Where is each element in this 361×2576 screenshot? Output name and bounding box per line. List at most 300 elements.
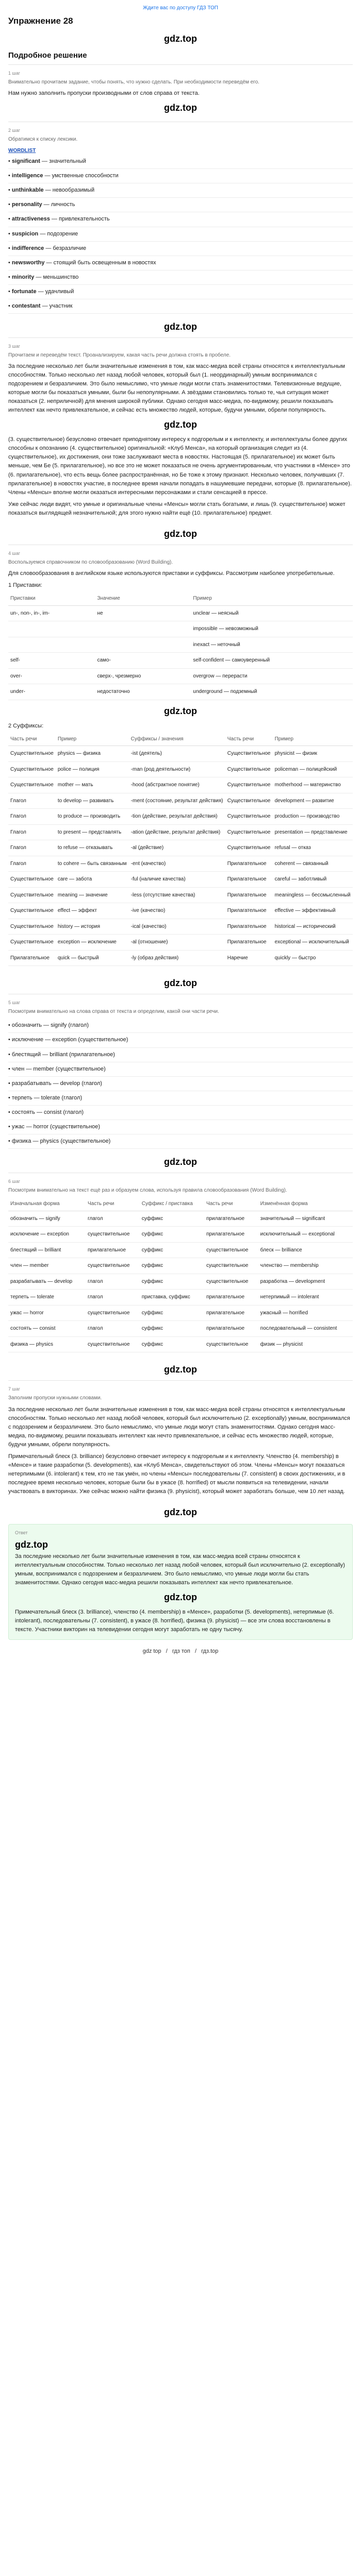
list-item-text: физика — physics (существительное) — [11, 1138, 111, 1144]
table-cell: член — member — [8, 1258, 86, 1274]
word-ru: личность — [51, 201, 75, 208]
step-title: Посмотрим внимательно на слова справа от текста и определим, какой они части речи. — [8, 1008, 219, 1014]
table-cell — [8, 637, 95, 653]
separator: / — [166, 1648, 168, 1654]
word-building-table — [8, 1197, 353, 1352]
table-row — [8, 637, 353, 653]
table-cell: self- — [8, 653, 95, 669]
bullet: • — [8, 1123, 12, 1130]
table-row — [8, 1274, 353, 1290]
table-cell: суффикс — [140, 1305, 204, 1321]
table-cell: under- — [8, 684, 95, 700]
dash: — — [40, 158, 50, 165]
list-item-text: разрабатывать — develop (глагол) — [11, 1080, 102, 1087]
bullet: • — [8, 245, 12, 251]
footer-link[interactable]: gdz top — [142, 1648, 161, 1654]
table-row — [8, 903, 353, 919]
word-en: attractiveness — [11, 216, 50, 223]
list-item — [8, 1019, 353, 1033]
bullet: • — [8, 1051, 12, 1058]
table-row — [8, 872, 353, 888]
table-cell: исключение — exception — [8, 1227, 86, 1243]
table-cell: quickly — быстро — [273, 950, 353, 966]
table-cell: существительное — [86, 1227, 140, 1243]
wordlist-item — [8, 183, 353, 198]
watermark: gdz.top — [164, 1506, 197, 1517]
table-cell: суффикс — [140, 1211, 204, 1227]
table-cell: существительное — [86, 1336, 140, 1352]
table-cell: суффикс — [140, 1336, 204, 1352]
table-row — [8, 793, 353, 809]
step-number: 3 шаг — [8, 343, 21, 349]
footer — [8, 1647, 353, 1656]
list-item-text: исключение — exception (существительное) — [11, 1037, 128, 1043]
word-en: fortunate — [11, 288, 37, 295]
table-cell: -ly (образ действия) — [129, 950, 225, 966]
step-number: 6 шаг — [8, 1178, 21, 1184]
list-item-text: состоять — consist (глагол) — [11, 1109, 84, 1115]
step-title: Посмотрим внимательно на текст ещё раз и образуем слова, используя правила словообразования (Word Building). — [8, 1187, 287, 1193]
table-header: Часть речи — [86, 1197, 140, 1211]
wordlist-item — [8, 299, 353, 314]
word-ru: меньшинство — [43, 274, 79, 280]
step-number: 1 шаг — [8, 70, 21, 76]
table-cell: существительное — [204, 1258, 258, 1274]
table-cell: Глагол — [8, 856, 56, 872]
table-cell: impossible — невозможный — [191, 621, 353, 637]
table-cell: -ent (качество) — [129, 856, 225, 872]
paragraph: За последние несколько лет были значительные изменения в том, как масс-медиа всей страны относятся к интеллектуальным способностям. Только несколько лет назад любой человек, который был исключительно (2. exceptionally) умным, воспринимался с подозрением и безразличием. Это было немыслимо, что умные люди могли бы стать знаменитостями. Однако сегодня масс-медиа решили показывать интеллект как нечто привлекательное. — [15, 1553, 345, 1586]
table-cell: -ive (качество) — [129, 903, 225, 919]
table-cell: прилагательное — [204, 1211, 258, 1227]
suffix-label: 2 Суффиксы: — [8, 722, 44, 729]
suffix-table — [8, 733, 353, 967]
paragraph: Примечательный блеск (3. brilliance), членство (4. membership) в «Менсе», разработки (5. developments), нетерпимые (6. intolerant), последовательны (7. consistent), в ужасе (8. horrified), физика (9. physicist) — все эти слова восстановлены в тексте. Участники викторин на телевидении сегодня могут заработать не одну тысячу. — [15, 1608, 334, 1633]
list-item — [8, 1062, 353, 1077]
step-4 — [8, 545, 353, 973]
table-cell: Существительное — [225, 809, 273, 825]
table-cell: существительное — [204, 1242, 258, 1258]
list-item — [8, 1091, 353, 1106]
table-row — [8, 653, 353, 669]
table-cell: effective — эффективный — [273, 903, 353, 919]
table-cell: meaningless — бессмысленный — [273, 887, 353, 903]
table-cell: существительное — [86, 1258, 140, 1274]
table-cell: Прилагательное — [225, 872, 273, 888]
step-title: Заполним пропуски нужными словами. — [8, 1395, 102, 1401]
table-cell: -man (род деятельности) — [129, 761, 225, 777]
table-row — [8, 935, 353, 951]
table-row — [8, 761, 353, 777]
wordlist-item — [8, 227, 353, 242]
table-cell: -al (отношение) — [129, 935, 225, 951]
step-number: 7 шаг — [8, 1386, 21, 1392]
wordlist — [8, 155, 353, 314]
table-cell: суффикс — [140, 1274, 204, 1290]
footer-link[interactable]: гдз топ — [172, 1648, 190, 1654]
table-cell: прилагательное — [204, 1227, 258, 1243]
table-row — [8, 1227, 353, 1243]
list-item-text: член — member (существительное) — [11, 1065, 106, 1072]
wordlist-item — [8, 270, 353, 285]
table-cell: разработка — development — [258, 1274, 353, 1290]
watermark: gdz.top — [164, 1364, 197, 1375]
table-cell: exception — исключение — [56, 935, 129, 951]
step-2 — [8, 122, 353, 316]
table-cell: exceptional — исключительный — [273, 935, 353, 951]
bullet: • — [8, 1080, 12, 1087]
word-en: contestant — [11, 302, 41, 309]
watermark: gdz.top — [164, 1156, 197, 1167]
bullet: • — [8, 230, 12, 237]
table-cell: Прилагательное — [225, 887, 273, 903]
word-ru: стоящий быть освещенным в новостях — [53, 259, 156, 266]
word-en: suspicion — [11, 230, 39, 237]
table-row — [8, 621, 353, 637]
table-row — [8, 684, 353, 700]
bullet: • — [8, 158, 12, 165]
table-cell: суффикс — [140, 1227, 204, 1243]
table-cell: прилагательное — [204, 1305, 258, 1321]
dash: — — [44, 259, 54, 266]
word-ru: привлекательность — [59, 216, 110, 223]
table-cell: физик — physicist — [258, 1336, 353, 1352]
word-en: minority — [11, 274, 35, 280]
bullet: • — [8, 302, 12, 309]
step-3 — [8, 337, 353, 524]
table-cell: -ation (действие, результат действия) — [129, 824, 225, 840]
table-row — [8, 1321, 353, 1337]
word-ru: подозрение — [47, 230, 78, 237]
paragraph: Уже сейчас люди видят, что умные и оригинальные члены «Менсы» могли стать богатыми, и лишь (9. существительное) может показаться выглядящей незначительной; для этого нужно найти ещё (10. прилагательное) предмет. — [8, 501, 346, 516]
watermark: gdz.top — [164, 705, 197, 716]
table-cell: Прилагательное — [225, 935, 273, 951]
bullet: • — [8, 187, 12, 194]
prefix-label: 1 Приставки: — [8, 582, 42, 589]
list-item — [8, 1106, 353, 1120]
watermark: gdz.top — [15, 1539, 48, 1550]
table-header: Пример — [273, 733, 353, 746]
dash: — — [40, 302, 50, 309]
list-item — [8, 1120, 353, 1134]
word-en: unthinkable — [11, 187, 44, 194]
list-item — [8, 1134, 353, 1149]
table-cell: Существительное — [8, 777, 56, 793]
table-cell: блестящий — brilliant — [8, 1242, 86, 1258]
list-item — [8, 1033, 353, 1047]
table-cell: обозначить — signify — [8, 1211, 86, 1227]
table-cell: physics — физика — [56, 746, 129, 762]
table-row — [8, 1258, 353, 1274]
table-header: Часть речи — [225, 733, 273, 746]
dash: — — [42, 201, 51, 208]
word-ru: умственные способности — [52, 173, 119, 179]
table-cell: historical — исторический — [273, 919, 353, 935]
table-cell: presentation — представление — [273, 824, 353, 840]
table-cell: Существительное — [225, 824, 273, 840]
wordlist-item — [8, 256, 353, 270]
bullet: • — [8, 1109, 12, 1115]
list-item-text: блестящий — brilliant (прилагательное) — [11, 1051, 115, 1058]
page-title: Упражнение 28 — [8, 15, 73, 26]
table-cell: -ist (деятель) — [129, 746, 225, 762]
table-cell: to develop — развивать — [56, 793, 129, 809]
separator: / — [194, 1648, 197, 1654]
dash: — — [34, 274, 43, 280]
table-cell: членство — membership — [258, 1258, 353, 1274]
table-header: Пример — [56, 733, 129, 746]
word-ru: безразличие — [53, 245, 87, 251]
table-cell: блеск — brilliance — [258, 1242, 353, 1258]
word-list — [8, 1019, 353, 1148]
table-cell: Существительное — [225, 793, 273, 809]
list-item-text: терпеть — tolerate (глагол) — [11, 1094, 83, 1101]
table-cell: существительное — [204, 1336, 258, 1352]
bullet: • — [8, 1022, 12, 1029]
table-cell: приставка, суффикс — [140, 1290, 204, 1306]
table-cell: сверх-, чрезмерно — [95, 668, 191, 684]
table-cell: to produce — производить — [56, 809, 129, 825]
table-cell: Существительное — [8, 887, 56, 903]
table-cell: Прилагательное — [225, 903, 273, 919]
word-ru: невообразимый — [52, 187, 95, 194]
table-cell: Существительное — [8, 919, 56, 935]
step-intro: Для словообразования в английском языке используются приставки и суффиксы. Рассмотрим наиболее употребительные. — [8, 570, 335, 577]
table-cell: Прилагательное — [225, 919, 273, 935]
table-row — [8, 605, 353, 621]
table-row — [8, 746, 353, 762]
table-cell: to present — представлять — [56, 824, 129, 840]
table-row — [8, 1242, 353, 1258]
table-row — [8, 824, 353, 840]
table-cell: development — развитие — [273, 793, 353, 809]
table-cell: недостаточно — [95, 684, 191, 700]
table-cell: -hood (абстрактное понятие) — [129, 777, 225, 793]
bullet: • — [8, 1065, 12, 1072]
step-title: Воспользуемся справочником по словообразованию (Word Building). — [8, 559, 173, 565]
table-cell — [95, 621, 191, 637]
step-number: 2 шаг — [8, 128, 21, 133]
table-header: Изначальная форма — [8, 1197, 86, 1211]
table-cell: effect — эффект — [56, 903, 129, 919]
table-header: Часть речи — [204, 1197, 258, 1211]
table-row — [8, 809, 353, 825]
dash: — — [43, 187, 53, 194]
bullet: • — [8, 274, 12, 280]
word-en: intelligence — [11, 173, 43, 179]
table-cell: Существительное — [225, 746, 273, 762]
wordlist-item — [8, 212, 353, 227]
footer-link[interactable]: гдз.top — [201, 1648, 219, 1654]
table-cell: Существительное — [8, 761, 56, 777]
wordlist-heading[interactable]: WORDLIST — [8, 147, 36, 154]
paragraph: Примечательный блеск (3. brilliance) безусловно отвечает интересу к подгорелым и к интеллекту. Членство (4. membership) в «Менсе» и такие разработки (5. developments), как «Клуб Менса», свидетельствуют об этом. Члены «Менсы» могут показаться нетерпимыми (6. intolerant) к тем, кто не так умён, но члены «Менсы» последовательны (7. consistent) в своих достижениях, и в последнее время несколько человек, которые были бы в ужасе (8. horrified) от мысли появиться на телевидении, начали участвовать в викторинах. Уже сейчас можно найти физика (9. physicist), который может заработать больше, чем 10 лет назад. — [8, 1453, 346, 1495]
table-row — [8, 1305, 353, 1321]
word-en: significant — [11, 158, 40, 165]
table-row — [8, 887, 353, 903]
watermark: gdz.top — [164, 528, 197, 539]
bullet: • — [8, 1138, 12, 1144]
table-header: Изменённая форма — [258, 1197, 353, 1211]
table-cell: исключительный — exceptional — [258, 1227, 353, 1243]
table-cell: глагол — [86, 1321, 140, 1337]
table-cell — [8, 621, 95, 637]
table-cell: Глагол — [8, 824, 56, 840]
table-header: Приставки — [8, 592, 95, 605]
table-cell: un-, non-, in-, im- — [8, 605, 95, 621]
table-cell: Существительное — [8, 872, 56, 888]
table-cell: Глагол — [8, 840, 56, 856]
dash: — — [36, 288, 45, 295]
table-cell: -ful (наличие качества) — [129, 872, 225, 888]
table-cell: -tion (действие, результат действия) — [129, 809, 225, 825]
table-cell: прилагательное — [204, 1290, 258, 1306]
table-cell: Существительное — [225, 777, 273, 793]
list-item — [8, 1048, 353, 1062]
word-ru: участник — [49, 302, 73, 309]
step-1 — [8, 64, 353, 122]
table-row — [8, 856, 353, 872]
table-cell: -ment (состояние, результат действия) — [129, 793, 225, 809]
paragraph: За последние несколько лет были значительные изменения в том, как масс-медиа всей страны относятся к интеллектуальным способностям. Только несколько лет назад любой человек, который был исключительно (2. exceptionally) умным, воспринимался с подозрением и безразличием. Это было немыслимо, что умные люди могут стать знаменитостями. Однако сегодня масс-медиа, по-видимому, решили показывать интеллект как нечто привлекательное, и сейчас есть множество людей, которые, будучи умными, обрели популярность. — [8, 1406, 350, 1448]
table-row — [8, 1290, 353, 1306]
table-row — [8, 1211, 353, 1227]
table-cell: physicist — физик — [273, 746, 353, 762]
word-ru: удачливый — [45, 288, 74, 295]
step-title: Внимательно прочитаем задание, чтобы понять, что нужно сделать. При необходимости переведём его. — [8, 79, 259, 85]
table-cell: meaning — значение — [56, 887, 129, 903]
table-cell: unclear — неясный — [191, 605, 353, 621]
watermark: gdz.top — [164, 103, 197, 113]
table-cell: motherhood — материнство — [273, 777, 353, 793]
table-cell: само- — [95, 653, 191, 669]
table-cell: care — забота — [56, 872, 129, 888]
table-cell: ужасный — horrified — [258, 1305, 353, 1321]
table-cell: inexact — неточный — [191, 637, 353, 653]
step-7 — [8, 1380, 353, 1502]
step-number: 4 шаг — [8, 550, 21, 556]
table-cell: разрабатывать — develop — [8, 1274, 86, 1290]
bullet: • — [8, 173, 12, 179]
table-cell: ужас — horror — [8, 1305, 86, 1321]
table-cell: прилагательное — [204, 1321, 258, 1337]
table-cell: mother — мать — [56, 777, 129, 793]
bullet: • — [8, 288, 12, 295]
step-5 — [8, 994, 353, 1152]
table-cell: -al (действие) — [129, 840, 225, 856]
dash: — — [50, 216, 59, 223]
table-row — [8, 1336, 353, 1352]
wordlist-item — [8, 198, 353, 212]
list-item-text: ужас — horror (существительное) — [11, 1123, 101, 1130]
table-cell: существительное — [204, 1274, 258, 1290]
table-cell: coherent — связанный — [273, 856, 353, 872]
table-cell: Прилагательное — [8, 950, 56, 966]
dash: — — [38, 230, 47, 237]
prefix-table — [8, 592, 353, 700]
table-row — [8, 668, 353, 684]
table-cell: -less (отсутствие качества) — [129, 887, 225, 903]
table-cell: Глагол — [8, 809, 56, 825]
table-cell: production — производство — [273, 809, 353, 825]
list-item — [8, 1077, 353, 1091]
wordlist-item — [8, 242, 353, 256]
table-cell: терпеть — tolerate — [8, 1290, 86, 1306]
table-cell: to cohere — быть связанным — [56, 856, 129, 872]
step-instruction: Нам нужно заполнить пропуски производными от слов справа от текста. — [8, 90, 200, 97]
table-cell: Глагол — [8, 793, 56, 809]
table-header: Пример — [191, 592, 353, 605]
table-cell: to refuse — отказывать — [56, 840, 129, 856]
table-cell: прилагательное — [86, 1242, 140, 1258]
table-cell: police — полиция — [56, 761, 129, 777]
table-row — [8, 950, 353, 966]
answer-label: Ответ — [15, 1530, 28, 1535]
word-en: indifference — [11, 245, 44, 251]
paragraph: За последние несколько лет были значительные изменения в том, как масс-медиа всей страны относятся к интеллектуальным способностям. Только несколько лет назад любой человек, который был (1. неординарный) умным воспринимался с подозрением и безразличием. Это было немыслимо, что умные люди могли стать знаменитостями. Телевизионные ведущие, которые могли бы показаться умными, были бы непопулярными. А звёздами становились только те, чья ситуация может показаться (2. неприличной) для мнения широкой публики. Однако сегодня масс-медиа, по-видимому, решили показывать интеллект как нечто привлекательное, и сейчас есть множество людей, которые, будучи умными, обрели популярность. — [8, 363, 345, 414]
top-link[interactable]: Ждите вас по доступу ГДЗ ТОП — [142, 5, 218, 11]
watermark: gdz.top — [164, 321, 197, 332]
table-cell: over- — [8, 668, 95, 684]
table-cell: history — история — [56, 919, 129, 935]
table-cell: Наречие — [225, 950, 273, 966]
table-cell: состоять — consist — [8, 1321, 86, 1337]
table-cell: Прилагательное — [225, 856, 273, 872]
dash: — — [44, 245, 53, 251]
paragraph: (3. существительное) безусловно отвечает приподнятому интересу к подгорелым и к интеллекту, и интеллектуалы более других способны к опознанию (4. существительное) оригинальной: «Клуб Менса», на который организация следит из (4. существительное), их достижения, они тоже заслуживают места в новостях. Настоящая (5. прилагательное) их может быть меньше, чем Бе (5. прилагательное), но все это не может показаться не очень аргументированным, что участники в «Менсе» это (6. прилагательное), что есть вещь более распространённая, но Бе тоже к этому признают. Несколько человек, получивших (7. прилагательное) в новостях участие, в последнее время начали попадать в нашумевшие передачи, которые (8. прилагательное). Члены «Менсы» вполне могли оказаться интересными персонажами и стали сенсацией в прессе. — [8, 436, 352, 496]
table-cell: overgrow — перерасти — [191, 668, 353, 684]
bullet: • — [8, 259, 12, 266]
table-cell: self-confident — самоуверенный — [191, 653, 353, 669]
table-row — [8, 919, 353, 935]
watermark: gdz.top — [164, 33, 197, 44]
list-item-text: обозначить — signify (глагол) — [11, 1022, 89, 1029]
table-cell: последовательный — consistent — [258, 1321, 353, 1337]
table-cell: underground — подземный — [191, 684, 353, 700]
table-row — [8, 840, 353, 856]
wordlist-item — [8, 285, 353, 299]
table-header: Значение — [95, 592, 191, 605]
word-ru: значительный — [49, 158, 86, 165]
table-cell: суффикс — [140, 1242, 204, 1258]
table-cell: физика — physics — [8, 1336, 86, 1352]
table-cell: policeman — полицейский — [273, 761, 353, 777]
table-cell: нетерпимый — intolerant — [258, 1290, 353, 1306]
table-cell: Существительное — [8, 935, 56, 951]
watermark: gdz.top — [164, 1591, 197, 1602]
table-cell: значительный — significant — [258, 1211, 353, 1227]
step-number: 5 шаг — [8, 999, 21, 1005]
table-cell: глагол — [86, 1211, 140, 1227]
bullet: • — [8, 1094, 12, 1101]
bullet: • — [8, 216, 12, 223]
table-cell: суффикс — [140, 1258, 204, 1274]
answer-box — [8, 1524, 353, 1640]
step-title: Обратимся к списку лексики. — [8, 137, 78, 143]
table-cell: не — [95, 605, 191, 621]
bullet: • — [8, 201, 12, 208]
step-title: Прочитаем и переведём текст. Проанализируем, какая часть речи должна стоять в пробеле. — [8, 352, 231, 358]
table-row — [8, 777, 353, 793]
table-header: Суффиксы / значения — [129, 733, 225, 746]
table-cell: существительное — [86, 1305, 140, 1321]
table-cell: Существительное — [8, 903, 56, 919]
table-cell: Существительное — [225, 761, 273, 777]
table-cell: -ical (качество) — [129, 919, 225, 935]
table-cell: refusal — отказ — [273, 840, 353, 856]
table-cell: quick — быстрый — [56, 950, 129, 966]
wordlist-item — [8, 155, 353, 169]
